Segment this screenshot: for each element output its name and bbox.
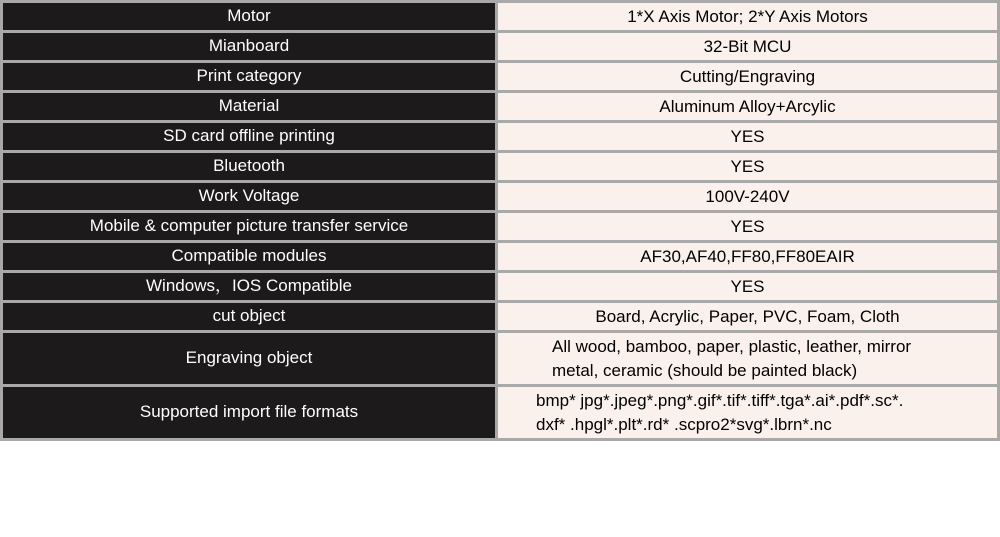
- label-text: Work Voltage: [198, 185, 300, 205]
- row-label: [2, 2, 497, 32]
- row-label: [2, 182, 497, 212]
- label-text: SD card offline printing: [163, 125, 335, 145]
- row-label: [2, 32, 497, 62]
- label-text: Supported import file formats: [139, 401, 359, 421]
- table-row: [2, 386, 999, 440]
- label-text: Mianboard: [208, 35, 290, 55]
- row-value: [497, 332, 999, 386]
- row-label: [2, 272, 497, 302]
- value-text: 100V-240V: [705, 186, 790, 206]
- row-label: [2, 92, 497, 122]
- row-value: [497, 92, 999, 122]
- value-text: Aluminum Alloy+Arcylic: [659, 96, 836, 116]
- value-text: All wood, bamboo, paper, plastic, leather, mirror metal, ceramic (should be painted black): [552, 336, 912, 380]
- row-value: [497, 272, 999, 302]
- value-text: Board, Acrylic, Paper, PVC, Foam, Cloth: [595, 306, 900, 326]
- table-row: [2, 62, 999, 92]
- label-text: Motor: [227, 5, 271, 25]
- row-label: [2, 302, 497, 332]
- table-row: [2, 332, 999, 386]
- value-text: YES: [730, 276, 765, 296]
- row-value: [497, 386, 999, 440]
- label-text: Windows，IOS Compatible: [146, 275, 352, 295]
- table-row: [2, 242, 999, 272]
- label-text: Compatible modules: [171, 245, 327, 265]
- row-label: [2, 212, 497, 242]
- label-text: cut object: [212, 305, 286, 325]
- value-text: AF30,AF40,FF80,FF80EAIR: [640, 246, 855, 266]
- row-value: [497, 62, 999, 92]
- table-row: [2, 122, 999, 152]
- row-label: [2, 242, 497, 272]
- row-label: [2, 122, 497, 152]
- row-value: [497, 302, 999, 332]
- value-text: YES: [730, 216, 765, 236]
- row-label: [2, 62, 497, 92]
- value-text: Cutting/Engraving: [679, 66, 816, 86]
- row-value: [497, 32, 999, 62]
- value-text: YES: [730, 126, 765, 146]
- row-value: [497, 182, 999, 212]
- row-value: [497, 2, 999, 32]
- row-value: [497, 212, 999, 242]
- label-text: Mobile & computer picture transfer service: [89, 215, 409, 235]
- row-value: [497, 152, 999, 182]
- table-row: [2, 182, 999, 212]
- row-label: [2, 152, 497, 182]
- value-text: bmp* jpg*.jpeg*.png*.gif*.tif*.tiff*.tga*.ai*.pdf*.sc*. dxf* .hpgl*.plt*.rd* .scpro2*svg*.lbrn*.nc: [536, 390, 904, 434]
- label-text: Print category: [196, 65, 302, 85]
- row-value: [497, 122, 999, 152]
- value-text: 32-Bit MCU: [703, 36, 792, 56]
- label-text: Engraving object: [185, 347, 313, 367]
- table-row: [2, 272, 999, 302]
- row-value: [497, 242, 999, 272]
- table-row: [2, 302, 999, 332]
- table-row: [2, 2, 999, 32]
- value-text: 1*X Axis Motor; 2*Y Axis Motors: [627, 6, 868, 26]
- table-row: [2, 212, 999, 242]
- table-row: [2, 152, 999, 182]
- label-text: Material: [218, 95, 280, 115]
- row-label: [2, 386, 497, 440]
- row-label: [2, 332, 497, 386]
- label-text: Bluetooth: [213, 155, 285, 175]
- value-text: YES: [730, 156, 765, 176]
- table-row: [2, 92, 999, 122]
- table-row: [2, 32, 999, 62]
